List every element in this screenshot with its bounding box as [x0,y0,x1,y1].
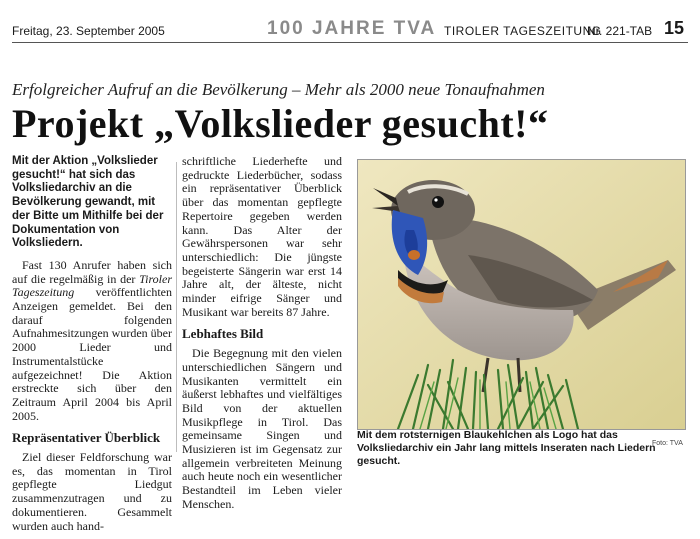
article-paragraph-1 [12,259,172,423]
article-paragraph-2: Ziel dieser Feldforschung war es, das momentan in Tirol gepflegte Liedgut zusammenzutragen und zu dokumentieren. Gesammelt wurden auch hand- [12,450,172,533]
page-number: 15 [663,18,684,38]
article-column-2 [182,155,342,518]
subheading-overview: Repräsentativer Überblick [12,430,161,446]
bluethroat-photo [357,159,686,430]
article-kicker: Erfolgreicher Aufruf an die Bevölkerung – Mehr als 2000 neue Tonaufnahmen [12,80,545,99]
subheading-lively-picture: Lebhaftes Bild [182,326,264,342]
article-paragraph-3: schriftliche Liederhefte und gedruckte Liederbücher, sodass ein repräsentativer Überblick über das momentan gepflegte Repertoire gegeben werden kann. Das Alter der Gewährspersonen war sehr unterschiedlich: Die jüngste begeisterte Sängerin war erst 14 Jahre alt, der älteste, nicht minder eifrige Sänger und Musikant war bereits 87 Jahre. [182,154,342,319]
article-headline: Projekt „Volkslieder gesucht!“ [12,101,549,146]
page-header [12,18,688,42]
issue-date: Freitag, 23. September 2005 [12,24,165,38]
article-paragraph-4: Die Begegnung mit den vielen unterschiedlichen Sängern und Musikanten vermittelt ein äußerst lebhaftes und vielfältiges Bild von der aktuellen Musikpflege in Tirol. Das gemeinsame Singen und Musizieren ist im Gegensatz zur allgemein verbreiteten Meinung auch heute noch ein wesentlicher Bestandteil im Leben vieler Menschen. [182,346,342,511]
newspaper-name: TIROLER TAGESZEITUNG [444,24,602,38]
header-divider [12,42,688,43]
bluethroat-illustration [358,160,685,429]
article-column-1 [12,155,172,539]
issue-number: Nr. 221-TAB [587,24,653,38]
photo-caption: Mit dem rotsternigen Blaukehlchen als Logo hat das Volksliedarchiv ein Jahr lang mittels Inseraten nach Liedern gesucht. [357,429,656,467]
anniversary-banner: 100 JAHRE TVA [267,18,437,39]
newspaper-reference: Tiroler Tageszeitung [12,271,172,300]
column-divider [176,162,177,452]
article-lead: Mit der Aktion „Volkslieder gesucht!“ hat sich das Volksliedarchiv an die Bevölkerung gewandt, mit der Bitte um Mithilfe bei der Dokumentation von Volksliedern. [12,155,164,250]
photo-credit: Foto: TVA [652,440,683,447]
paragraph-text: veröffentlichten Anzeigen gemeldet. Bei den darauf folgenden Aufnahmesitzungen wurden über 2000 Lieder und Instrumentalstücke aufgezeichnet! Die Aktion erstreckte sich über den Zeitraum April 2004 bis April 2005. [12,285,172,423]
paragraph-text: Fast 130 Anrufer haben sich auf die regelmäßig in der [12,257,172,286]
